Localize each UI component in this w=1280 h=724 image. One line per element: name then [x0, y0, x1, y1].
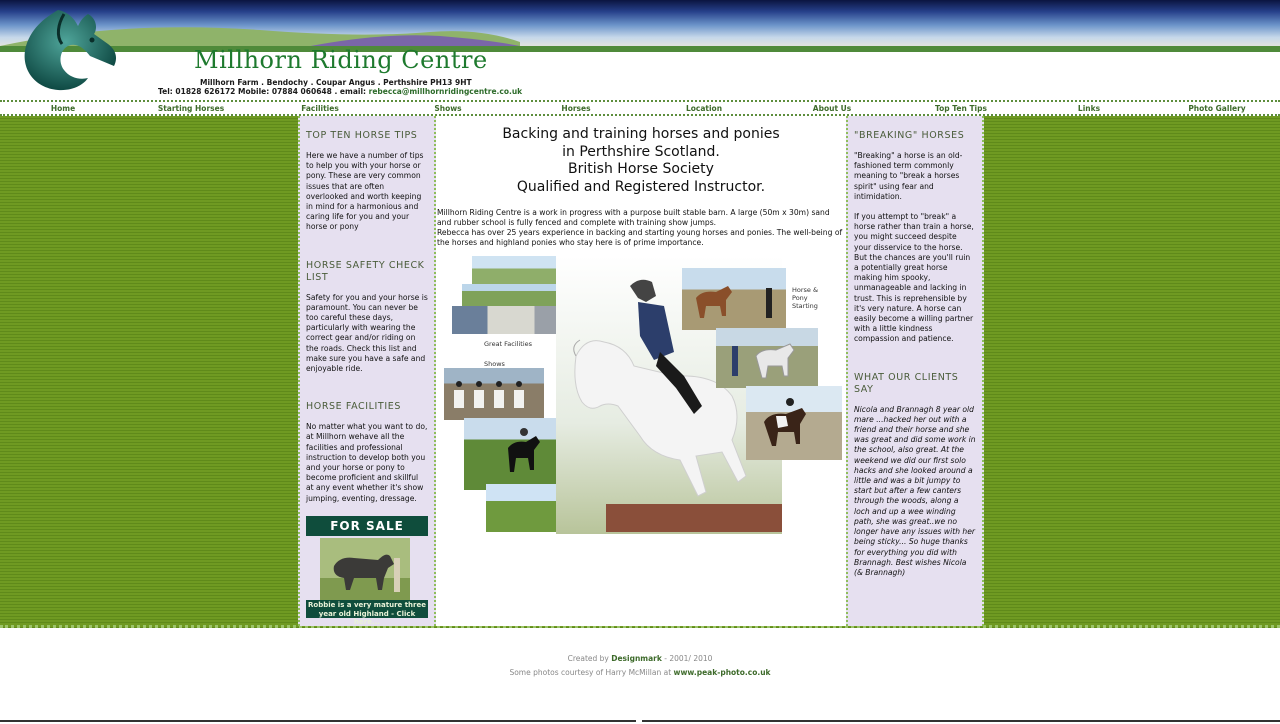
site-contact: [158, 87, 522, 96]
for-sale-advert[interactable]: [306, 516, 428, 626]
main-heading-line-2: in Perthshire Scotland.: [562, 143, 720, 160]
nav-horses[interactable]: Horses: [561, 104, 591, 113]
grey-horse-icon: [716, 328, 818, 388]
nav-home[interactable]: Home: [50, 104, 76, 113]
facilities-text: No matter what you want to do, at Millhorn wehave all the facilities and professional instruction to develop both you and your horse or pony to become proficient and skillful at any event whether it's show jumping, eventing, dressage.: [306, 422, 428, 503]
clients-heading: WHAT OUR CLIENTS SAY: [854, 371, 959, 395]
main-heading: [436, 126, 846, 196]
main-content: [436, 116, 846, 626]
nav-shows[interactable]: Shows: [434, 104, 462, 113]
footer-rule-left: [0, 720, 636, 722]
starting-photo-2: [716, 328, 818, 388]
starting-photo-3: [746, 386, 842, 460]
caption-starting: Horse & Pony Starting: [792, 286, 819, 310]
starting-photo-1: [682, 268, 786, 330]
nav-facilities[interactable]: Facilities: [301, 104, 339, 113]
pony-photo-icon: [320, 538, 410, 600]
facility-photo-3: [452, 306, 570, 334]
facilities-heading-link[interactable]: HORSE FACILITIES: [306, 401, 401, 413]
intro-text-1: Millhorn Riding Centre is a work in progress with a purpose built stable barn. A large (50m x 30m) sand and rubber school is fully fenced and complete with training show jumps.: [437, 208, 830, 227]
site-address: Millhorn Farm . Bendochy . Coupar Angus . Perthshire PH13 9HT: [200, 78, 472, 87]
testimonial-text: Nicola and Brannagh 8 year old mare ...hacked her out with a friend and their horse and she was great and did some work in the school, also great. At the weekend we did our first solo hacks and she looked around a little and was a bit jumpy to start but after a few canters through the woods, along a loch and up a wee winding path, she was great..we no longer have any issues with her being sticky... So huge thanks for everything you did with Brannagh. Best wishes Nicola (& Brannagh): [854, 404, 976, 577]
breaking-text-1: "Breaking" a horse is an old-fashioned term commonly meaning to "break a horses spirit" using fear and intimidation.: [854, 151, 963, 201]
nav-starting-horses[interactable]: Starting Horses: [157, 104, 225, 113]
tips-heading-link[interactable]: TOP TEN HORSE TIPS: [306, 130, 418, 141]
footer-photos-prefix: Some photos courtesy of Harry McMillan at: [509, 668, 674, 677]
footer-created-suffix: - 2001/ 2010: [661, 654, 713, 663]
right-sidebar: [846, 116, 984, 626]
dark-horse-icon: [464, 418, 568, 490]
left-sidebar: [298, 116, 436, 626]
nav-photo-gallery[interactable]: Photo Gallery: [1188, 104, 1246, 113]
main-heading-line-4: Qualified and Registered Instructor.: [516, 178, 766, 195]
footer-peak-photo-link[interactable]: www.peak-photo.co.uk: [673, 668, 771, 677]
horse-head-logo-icon[interactable]: [18, 6, 122, 92]
for-sale-horse-photo[interactable]: [320, 538, 410, 600]
tips-text: Here we have a number of tips to help you with your horse or pony. These are very common issues that are often overlooked and worth keeping in mind for a harmonious and caring life for you and your horse or pony: [306, 151, 424, 232]
breaking-heading: "BREAKING" HORSES: [854, 130, 965, 141]
contact-email-link[interactable]: rebecca@millhornridingcentre.co.uk: [368, 87, 523, 96]
riders-icon: [444, 368, 544, 420]
main-heading-line-1: Backing and training horses and ponies: [502, 126, 780, 142]
piebald-horse-icon: [746, 386, 842, 460]
footer-designmark-link[interactable]: Designmark: [611, 654, 662, 663]
for-sale-caption-link[interactable]: Robbie is a very mature three year old Highland - Click here...: [308, 601, 426, 626]
site-title: Millhorn Riding Centre: [194, 46, 488, 74]
footer-credit: [0, 654, 1280, 663]
photo-collage: [444, 256, 844, 536]
site-footer: [0, 628, 1280, 724]
footer-rule-right: [642, 720, 1280, 722]
main-heading-line-3: British Horse Society: [568, 161, 714, 177]
breaking-text-2: If you attempt to "break" a horse rather than train a horse, you might succeed despite your disservice to the horse. But the chances are you'll ruin a potentially great horse making him spooky, unmanageable and lacking in trust. This is reprehensible by it's very nature. A horse can easily become a willing partner with a little kindness compassion and patience.: [854, 212, 974, 344]
footer-photo-credit: [0, 668, 1280, 677]
safety-heading-link[interactable]: HORSE SAFETY CHECK LIST: [306, 259, 425, 283]
footer-created-prefix: Created by: [567, 654, 612, 663]
for-sale-banner: FOR SALE: [306, 516, 428, 536]
nav-links[interactable]: Links: [1077, 104, 1101, 113]
intro-paragraph: [436, 208, 846, 248]
nav-about-us[interactable]: About Us: [812, 104, 852, 113]
nav-location[interactable]: Location: [685, 104, 723, 113]
caption-facilities: Great Facilities: [484, 340, 533, 348]
nav-top-ten-tips[interactable]: Top Ten Tips: [935, 104, 987, 113]
contact-phone: Tel: 01828 626172 Mobile: 07884 060648 . email:: [158, 87, 369, 96]
site-header: [0, 0, 1280, 100]
caption-shows: Shows: [484, 360, 505, 368]
intro-text-2: Rebecca has over 25 years experience in backing and starting young horses and ponies. The well-being of the horses and highland ponies who stay here is of prime importance.: [437, 228, 843, 247]
dark-horse-photo: [464, 418, 568, 490]
brown-horse-icon: [682, 268, 786, 330]
shows-photo: [444, 368, 544, 420]
safety-text: Safety for you and your horse is paramount. You can never be too careful these days, particularly with wearing the correct gear and/or riding on the roads. Check this list and make sure you have a safe and enjoyable ride.: [306, 292, 428, 374]
main-nav: [0, 100, 1280, 116]
